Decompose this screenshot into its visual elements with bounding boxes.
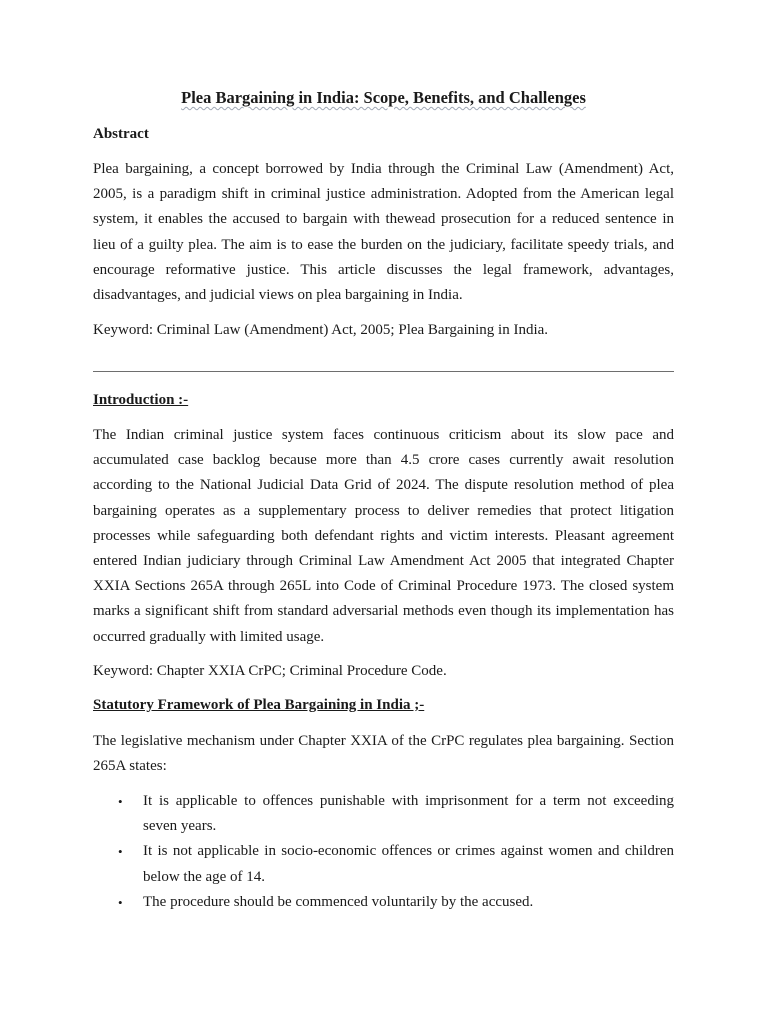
document-title: Plea Bargaining in India: Scope, Benefits, and Challenges [181,88,586,107]
abstract-heading: Abstract [93,126,149,142]
bullet-icon: • [118,894,123,910]
list-item-text: The procedure should be commenced voluntarily by the accused. [143,893,534,910]
list-item-text: It is applicable to offences punishable with imprisonment for a term not exceeding seven years. [143,793,674,835]
statutory-framework-paragraph: The legislative mechanism under Chapter XXIA of the CrPC regulates plea bargaining. Section 265A states: [93,733,674,775]
list-item [93,839,674,889]
list-item [93,890,674,915]
bullet-icon: • [118,844,123,860]
list-item-text: It is not applicable in socio-economic offences or crimes against women and children below the age of 14. [143,843,674,885]
abstract-keyword: Keyword: Criminal Law (Amendment) Act, 2005; Plea Bargaining in India. [93,322,549,338]
list-item [93,789,674,839]
section-divider [93,371,674,372]
abstract-paragraph: Plea bargaining, a concept borrowed by India through the Criminal Law (Amendment) Act, 2005, is a paradigm shift in criminal justice administration. Adopted from the American legal system, it enables the accused to bargain with thewead prosecution for a reduced sentence in lieu of a guilty plea. The aim is to ease the burden on the judiciary, facilitate speedy trials, and encourage reformative justice. This article discusses the legal framework, advantages, disadvantages, and judicial views on plea bargaining in India. [93,161,674,304]
introduction-keyword: Keyword: Chapter XXIA CrPC; Criminal Procedure Code. [93,663,447,679]
introduction-heading: Introduction :- [93,392,189,408]
bullet-icon: • [118,794,123,809]
statutory-conditions-list [93,789,674,915]
statutory-framework-heading: Statutory Framework of Plea Bargaining in India ;- [93,697,425,713]
introduction-paragraph: The Indian criminal justice system faces continuous criticism about its slow pace and accumulated case backlog because more than 4.5 crore cases currently await resolution according to the National Judicial Data Grid of 2024. The dispute resolution method of plea bargaining operates as a supplementary process to deliver remedies that protect litigation processes while safeguarding both defendant rights and victim interests. Pleasant agreement entered Indian judiciary through Criminal Law Amendment Act 2005 that integrated Chapter XXIA Sections 265A through 265L into Code of Criminal Procedure 1973. The closed system marks a significant shift from standard adversarial methods even though its implementation has occurred gradually with limited usage. [93,427,674,645]
